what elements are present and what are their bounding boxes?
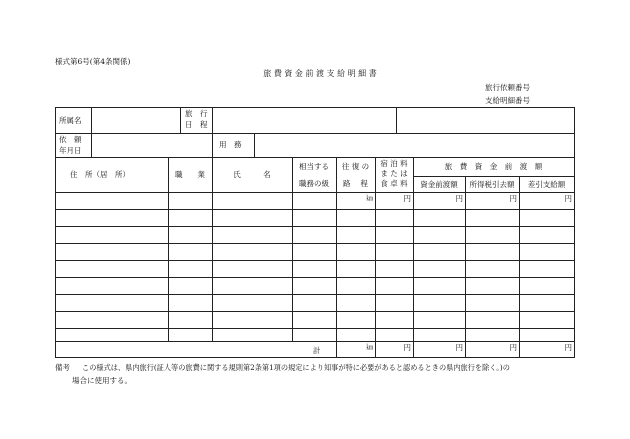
total-tax-unit-yen: 円	[509, 343, 517, 352]
advance-group-header: 旅 費 資 金 前 渡 額	[444, 162, 543, 171]
trip-label-line1: 旅 行	[185, 109, 208, 118]
document-title: 旅 費 資 金 前 渡 支 給 明 細 書	[263, 69, 377, 78]
trip-label-line2: 日 程	[185, 120, 208, 129]
address-column-header: 住 所（居 所）	[70, 170, 130, 179]
total-net-unit-yen: 円	[564, 343, 572, 352]
net-payment-column-header: 差引支給額	[527, 180, 566, 189]
name-column-header: 氏 名	[233, 170, 271, 179]
advance-unit-yen: 円	[455, 194, 463, 203]
lodging-column-header-line3: 食 卓 料	[380, 179, 408, 188]
route-column-header-line2: 路 程	[343, 179, 368, 188]
net-unit-yen: 円	[564, 194, 572, 203]
purpose-label: 用 務	[219, 140, 242, 149]
remarks-line2: 場合に使用する。	[72, 376, 132, 385]
affiliation-label: 所属名	[59, 116, 82, 125]
total-distance-unit-km: ㎞	[366, 343, 373, 351]
request-date-label-line2: 年月日	[59, 146, 82, 155]
grade-column-header-line2: 職務の級	[299, 179, 329, 188]
distance-unit-km: ㎞	[366, 194, 373, 202]
tax-unit-yen: 円	[509, 194, 517, 203]
income-tax-column-header: 所得税引去額	[469, 180, 515, 189]
request-date-label-line1: 依 頼	[59, 135, 82, 144]
remarks-line1: この様式は、県内旅行(証人等の旅費に関する規則第2条第1項の規定により知事が特に必要があると認めるときの県内旅行を除く。)の	[82, 363, 510, 372]
advance-request-number-label: 旅行依頼番号	[485, 83, 530, 92]
advance-amount-column-header: 資金前渡額	[420, 180, 458, 189]
lodging-unit-yen: 円	[403, 194, 411, 203]
total-label: 計	[313, 346, 321, 355]
route-column-header-line1: 往 復 の	[341, 162, 370, 171]
total-advance-unit-yen: 円	[455, 343, 463, 352]
total-lodging-unit-yen: 円	[403, 343, 411, 352]
lodging-column-header-line1: 宿 泊 料	[380, 159, 408, 168]
grade-column-header-line1: 相当する	[299, 162, 329, 171]
form-number: 様式第6号(第4条関係)	[55, 57, 131, 66]
remarks-label: 備考	[55, 363, 70, 372]
payment-detail-number-label: 支給明細番号	[485, 96, 530, 105]
occupation-column-header: 職 業	[175, 170, 205, 179]
lodging-column-header-line2: ま た は	[380, 169, 408, 178]
